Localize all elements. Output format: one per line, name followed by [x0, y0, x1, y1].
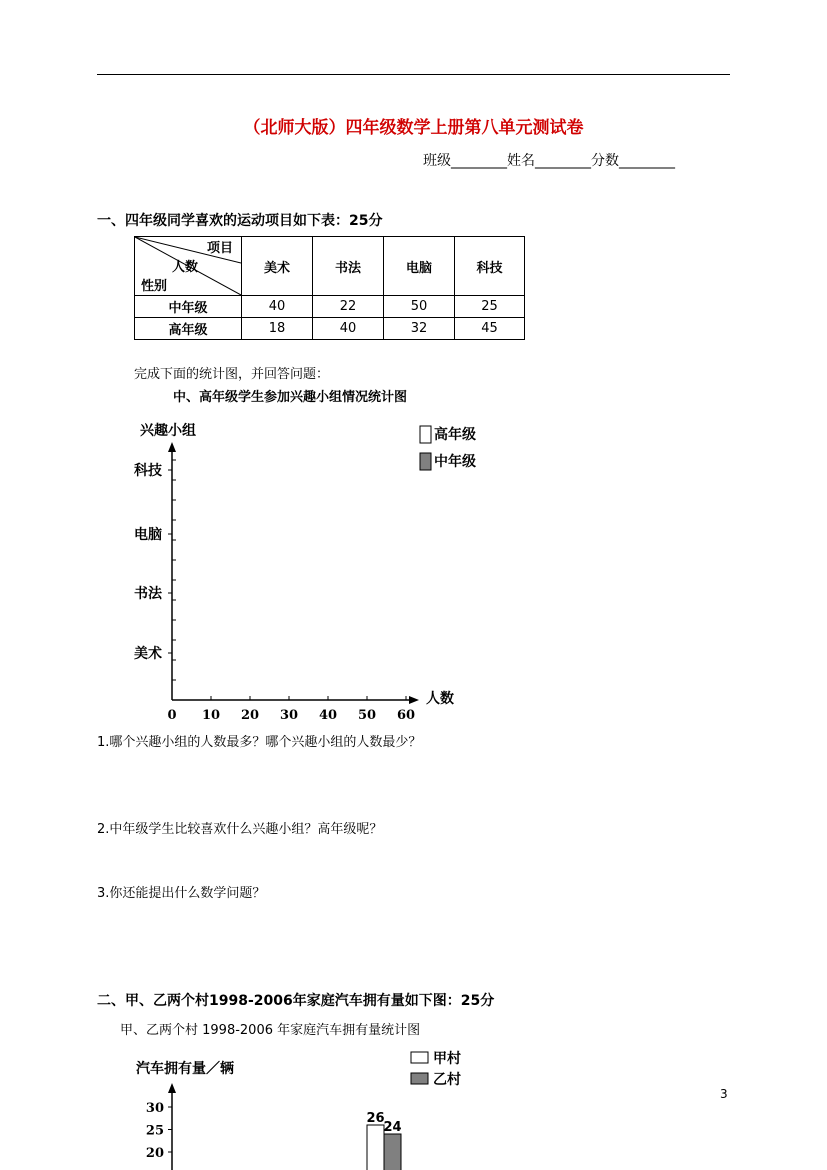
instruction-text: 完成下面的统计图，并回答问题：	[134, 367, 330, 382]
table-cell: 22	[313, 296, 384, 318]
col-header: 科技	[455, 237, 525, 296]
chart2	[120, 1045, 500, 1170]
table-cell: 45	[455, 318, 525, 340]
corner-item: 项目	[206, 241, 233, 256]
chart1-x-tick-label: 50	[357, 708, 377, 723]
legend-label-high: 高年级	[434, 427, 476, 443]
section2-heading: 二、甲、乙两个村1998-2006年家庭汽车拥有量如下图：25分	[97, 993, 495, 1009]
chart2-y-tick-label: 20	[145, 1146, 164, 1161]
legend-swatch-mid	[420, 453, 431, 470]
chart2-ylabel: 汽车拥有量／辆	[136, 1061, 234, 1077]
row-label: 中年级	[135, 296, 242, 318]
chart2-data-label: 26	[366, 1111, 385, 1126]
legend-swatch-yi	[411, 1073, 428, 1084]
chart2-title: 甲、乙两个村 1998-2006 年家庭汽车拥有量统计图	[120, 1023, 421, 1038]
header-rule	[97, 74, 730, 75]
chart1-x-tick-label: 10	[201, 708, 221, 723]
chart2-bars	[366, 1111, 401, 1170]
corner-count: 人数	[172, 260, 199, 275]
chart1-y-arrow	[168, 442, 176, 452]
table-row	[135, 318, 525, 340]
table-cell: 25	[455, 296, 525, 318]
chart1-category-label: 电脑	[134, 527, 162, 543]
chart1-xlabel: 人数	[426, 691, 454, 707]
col-header: 书法	[313, 237, 384, 296]
chart1-x-tick-label: 0	[167, 708, 177, 723]
chart1-x-tick-label: 30	[279, 708, 299, 723]
chart2-y-tick-label: 30	[145, 1101, 164, 1116]
legend-label-jia: 甲村	[433, 1051, 461, 1067]
table-cell: 40	[242, 296, 313, 318]
chart2-y-tick-label: 25	[145, 1123, 164, 1139]
table-row	[135, 296, 525, 318]
chart1	[120, 415, 500, 730]
chart1-category-label: 科技	[134, 463, 162, 479]
question-2: 2.中年级学生比较喜欢什么兴趣小组？高年级呢？	[97, 822, 383, 837]
chart1-x-tick-label: 60	[396, 708, 416, 723]
legend-swatch-jia	[411, 1052, 428, 1063]
chart2-bar	[367, 1125, 384, 1170]
table-cell: 40	[313, 318, 384, 340]
corner-gender: 性别	[141, 279, 168, 294]
score-field[interactable]: 分数________	[591, 153, 675, 169]
table-cell: 18	[242, 318, 313, 340]
chart1-x-arrow	[409, 696, 419, 704]
page-title: （北师大版）四年级数学上册第八单元测试卷	[243, 118, 584, 138]
chart1-title: 中、高年级学生参加兴趣小组情况统计图	[173, 390, 408, 405]
chart1-category-label: 美术	[134, 646, 162, 662]
table-cell: 50	[384, 296, 455, 318]
chart2-data-label: 24	[383, 1120, 402, 1135]
chart2-bar	[384, 1134, 401, 1170]
legend-label-mid: 中年级	[434, 454, 476, 470]
chart1-x-tick-label: 20	[240, 708, 260, 723]
chart1-category-label: 书法	[134, 586, 162, 602]
chart1-x-tick-label: 40	[318, 708, 338, 723]
name-field[interactable]: 姓名________	[507, 153, 591, 169]
legend-label-yi: 乙村	[433, 1072, 461, 1088]
corner-cell	[135, 237, 242, 296]
chart2-y-arrow	[168, 1083, 176, 1093]
chart2-y-ticks	[146, 1101, 172, 1161]
chart1-ylabel: 兴趣小组	[140, 423, 196, 439]
chart1-categories	[134, 462, 172, 662]
section1-heading: 一、四年级同学喜欢的运动项目如下表：25分	[97, 213, 383, 229]
page-number: 3	[720, 1087, 728, 1101]
col-header: 电脑	[384, 237, 455, 296]
table-cell: 32	[384, 318, 455, 340]
student-info	[423, 150, 675, 170]
question-3: 3.你还能提出什么数学问题？	[97, 886, 266, 901]
row-label: 高年级	[135, 318, 242, 340]
sports-table	[134, 236, 525, 340]
question-1: 1.哪个兴趣小组的人数最多？哪个兴趣小组的人数最少？	[97, 735, 422, 750]
class-field[interactable]: 班级________	[423, 153, 507, 169]
col-header: 美术	[242, 237, 313, 296]
legend-swatch-high	[420, 426, 431, 443]
